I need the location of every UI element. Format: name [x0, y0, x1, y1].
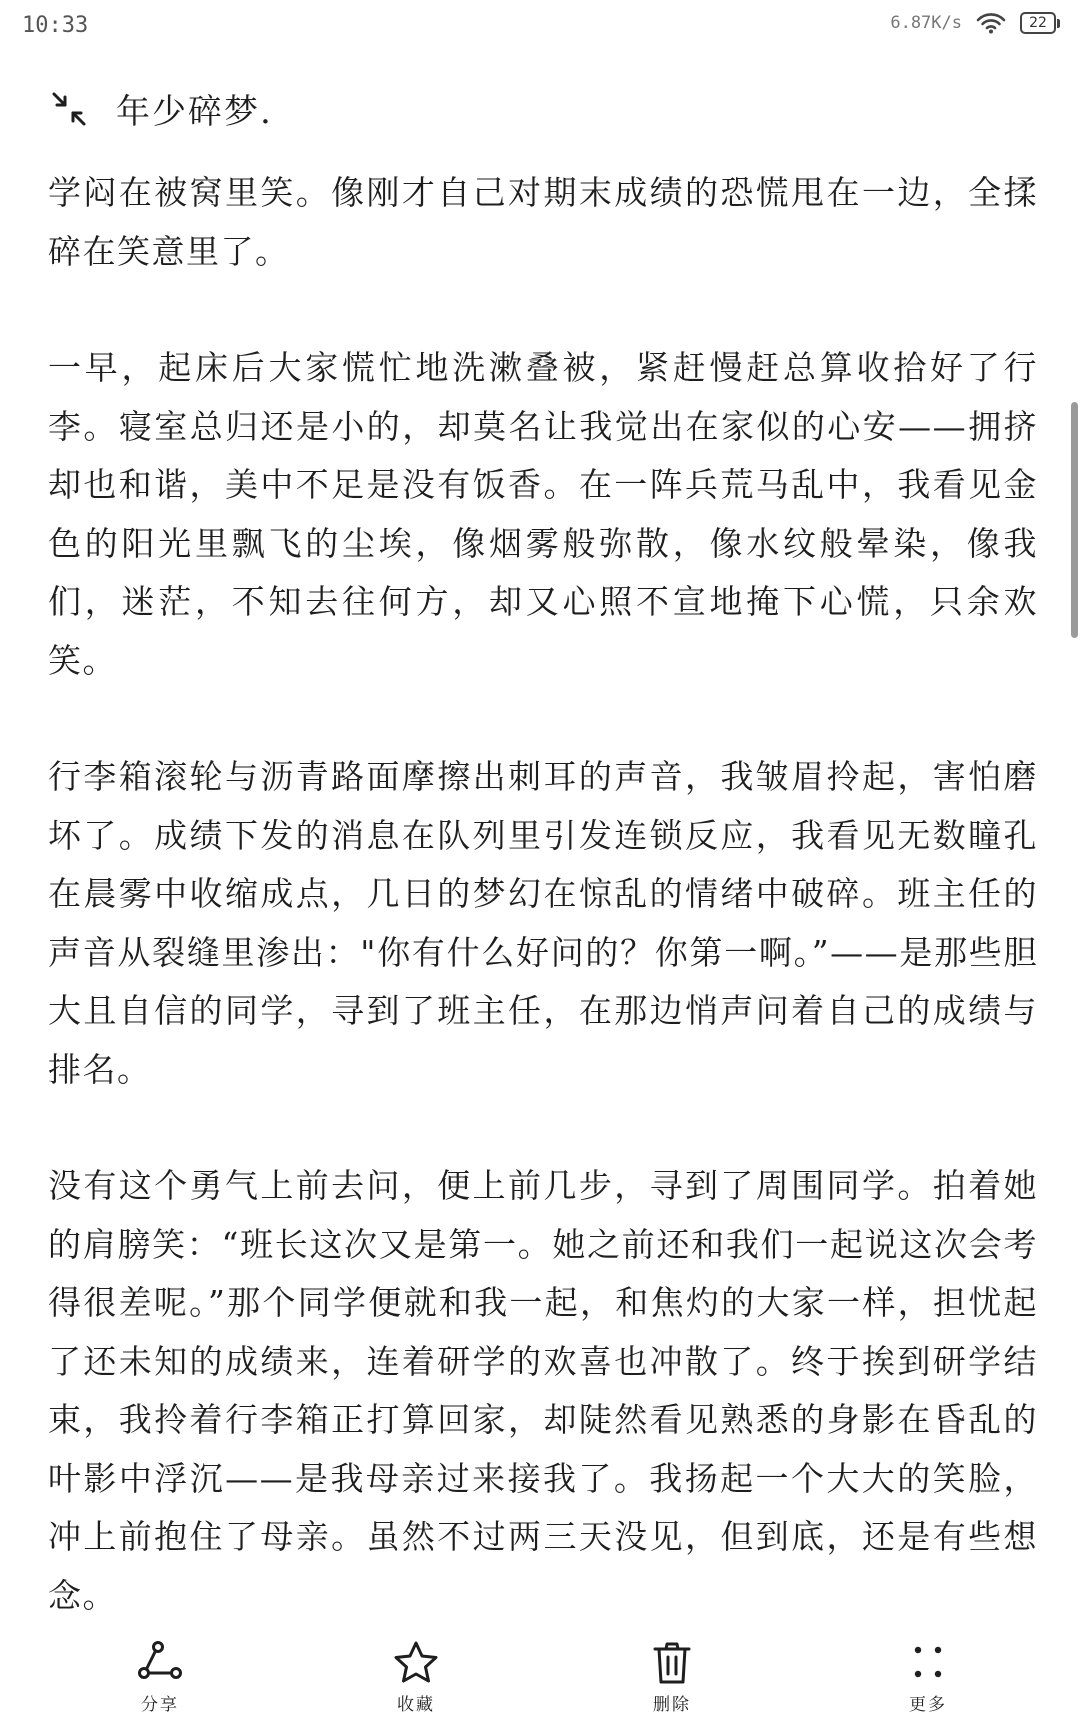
- delete-label: 删除: [653, 1695, 691, 1715]
- status-indicators: [890, 12, 1060, 34]
- star-icon: [392, 1640, 440, 1686]
- more-dots-icon: [904, 1640, 952, 1686]
- paragraph: 行李箱滚轮与沥青路面摩擦出刺耳的声音，我皱眉拎起，害怕磨坏了。成绩下发的消息在队列里引发连锁反应，我看见无数瞳孔在晨雾中收缩成点，几日的梦幻在惊乱的情绪中破碎。班主任的声音从裂缝里渗出："你有什么好问的？你第一啊。”——是那些胆大且自信的同学，寻到了班主任，在那边悄声问着自己的成绩与排名。: [48, 757, 1038, 1089]
- bottom-toolbar: [0, 1640, 1080, 1728]
- note-body[interactable]: [48, 164, 1038, 1683]
- favorite-button[interactable]: [356, 1640, 476, 1715]
- network-speed: 6.87K/s: [890, 13, 962, 33]
- status-bar: [0, 0, 1080, 56]
- paragraph: 学闷在被窝里笑。像刚才自己对期末成绩的恐慌甩在一边，全揉碎在笑意里了。: [48, 173, 1038, 271]
- delete-button[interactable]: [612, 1640, 732, 1715]
- scrollbar[interactable]: [1071, 402, 1078, 638]
- share-icon: [136, 1640, 184, 1686]
- wifi-icon: [976, 12, 1006, 34]
- battery-icon: [1020, 12, 1060, 34]
- trash-icon: [648, 1640, 696, 1686]
- note-title: 年少碎梦.: [116, 92, 273, 132]
- battery-level: 22: [1020, 12, 1056, 34]
- title-bar: [50, 84, 273, 133]
- more-button[interactable]: [868, 1640, 988, 1715]
- more-label: 更多: [909, 1695, 947, 1715]
- share-button[interactable]: [100, 1640, 220, 1715]
- status-time: 10:33: [22, 13, 89, 38]
- paragraph: 一早，起床后大家慌忙地洗漱叠被，紧赶慢赶总算收拾好了行李。寝室总归还是小的，却莫名让我觉出在家似的心安——拥挤却也和谐，美中不足是没有饭香。在一阵兵荒马乱中，我看见金色的阳光里飘飞的尘埃，像烟雾般弥散，像水纹般晕染，像我们，迷茫，不知去往何方，却又心照不宣地掩下心慌，只余欢笑。: [48, 348, 1038, 680]
- paragraph: 没有这个勇气上前去问，便上前几步，寻到了周围同学。拍着她的肩膀笑：“班长这次又是第一。她之前还和我们一起说这次会考得很差呢。”那个同学便就和我一起，和焦灼的大家一样，担忧起了还未知的成绩来，连着研学的欢喜也冲散了。终于挨到研学结束，我拎着行李箱正打算回家，却陡然看见熟悉的身影在昏乱的叶影中浮沉——是我母亲过来接我了。我扬起一个大大的笑脸，冲上前抱住了母亲。虽然不过两三天没见，但到底，还是有些想念。: [48, 1166, 1038, 1615]
- favorite-label: 收藏: [397, 1695, 435, 1715]
- collapse-icon[interactable]: [50, 90, 88, 128]
- share-label: 分享: [141, 1695, 179, 1715]
